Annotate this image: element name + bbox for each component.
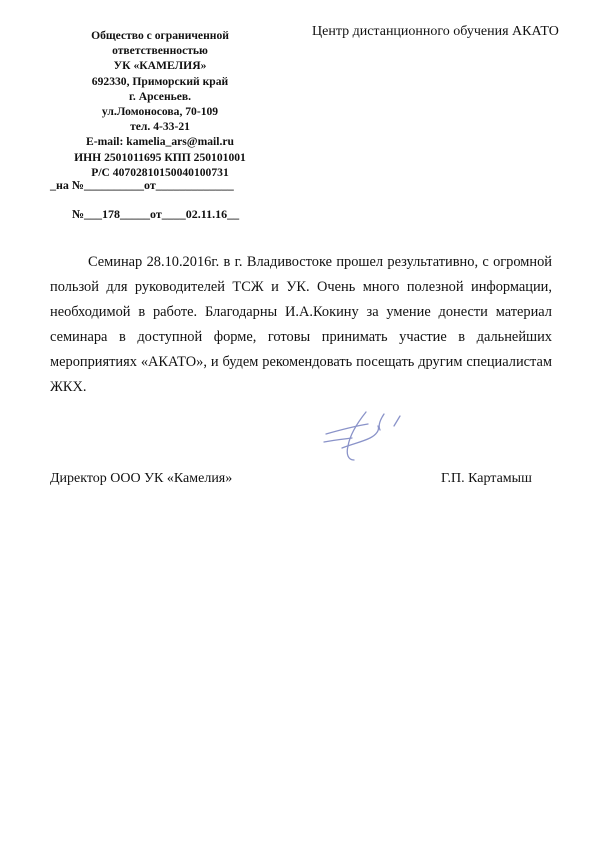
- reference-line-outgoing: №___178_____от____02.11.16__: [72, 207, 240, 221]
- sender-line: 692330, Приморский край: [91, 74, 229, 88]
- sender-line: E-mail: kamelia_ars@mail.ru: [86, 135, 234, 149]
- recipient: Центр дистанционного обучения АКАТО: [312, 24, 559, 39]
- letter-body: Семинар 28.10.2016г. в г. Владивостоке прошел результативно, с огромной пользой для руководителей ТСЖ и УК. Очень много полезной информации, необходимой в работе. Благодарны И.А.Кокину за умение донести материал семинара в доступной форме, готовы принимать участие в дальнейших мероприятиях «АКАТО», и будем рекомендовать посещать другим специалистам ЖКХ.: [50, 254, 552, 395]
- sender-line: ответственностью: [112, 44, 208, 58]
- sender-line: ИНН 2501011695 КПП 250101001: [74, 150, 246, 164]
- sender-block: [55, 28, 265, 180]
- sender-line: Р/С 40702810150040100731: [91, 165, 229, 179]
- reference-line-incoming: _на №__________от_____________: [50, 178, 234, 192]
- handwritten-signature: [318, 408, 418, 466]
- signatory-name: Г.П. Картамыш: [441, 471, 532, 486]
- sender-line: Общество с ограниченной: [91, 29, 229, 42]
- signatory-title: Директор ООО УК «Камелия»: [50, 471, 233, 486]
- sender-line: УК «КАМЕЛИЯ»: [113, 59, 207, 73]
- sender-line: ул.Ломоносова, 70-109: [101, 105, 219, 119]
- sender-line: г. Арсеньев.: [128, 89, 192, 103]
- sender-line: тел. 4-33-21: [130, 120, 190, 134]
